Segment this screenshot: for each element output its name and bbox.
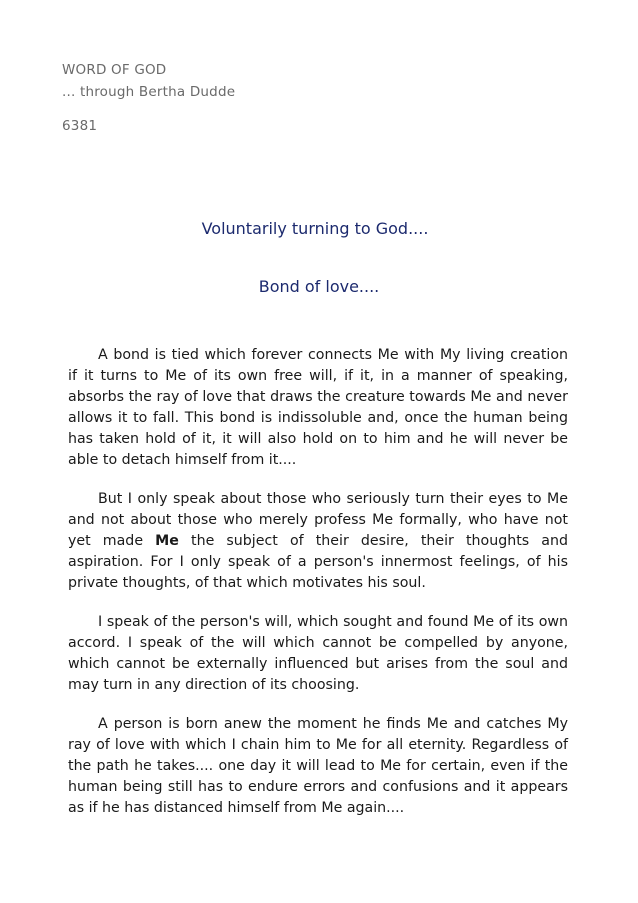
page-title: Voluntarily turning to God.... [201,219,429,238]
paragraph-1: A bond is tied which forever connects Me with My living creation if it turns to Me of its own free will, if it, in a manner of speaking, absorbs the ray of love that draws the creature towards Me and never allows it to fall. This bond is indissoluble and, once the human being has taken hold of it, it will also hold on to him and he will never be able to detach himself from it.... [68,347,568,468]
paragraph-3: I speak of the person's will, which sought and found Me of its own accord. I speak of the will which cannot be compelled by anyone, which cannot be externally influenced but arises from the soul and may turn in any direction of its choosing. [68,614,568,693]
header-number: 6381 [62,118,98,134]
paragraph-2-part-2: the subject of their desire, their thoughts and aspiration. For I only speak of a person's innermost feelings, of his private thoughts, of that which motivates his soul. [68,533,568,591]
paragraph-2 [68,489,568,594]
header-source: WORD OF GOD [62,62,167,78]
paragraph-2-emphasis: Me [155,533,179,549]
paragraph-4: A person is born anew the moment he finds Me and catches My ray of love with which I chain him to Me for all eternity. Regardless of the path he takes.... one day it will lead to Me for certain, even if the human being still has to endure errors and confusions and it appears as if he has distanced himself from Me again.... [68,716,568,816]
page-subtitle: Bond of love.... [258,277,380,296]
body-text [68,345,568,837]
header-author: ... through Bertha Dudde [62,84,236,100]
paragraph-2-part-1: But I only speak about those who seriously turn their eyes to Me and not about those who merely profess Me formally, who have not yet made [68,491,568,549]
